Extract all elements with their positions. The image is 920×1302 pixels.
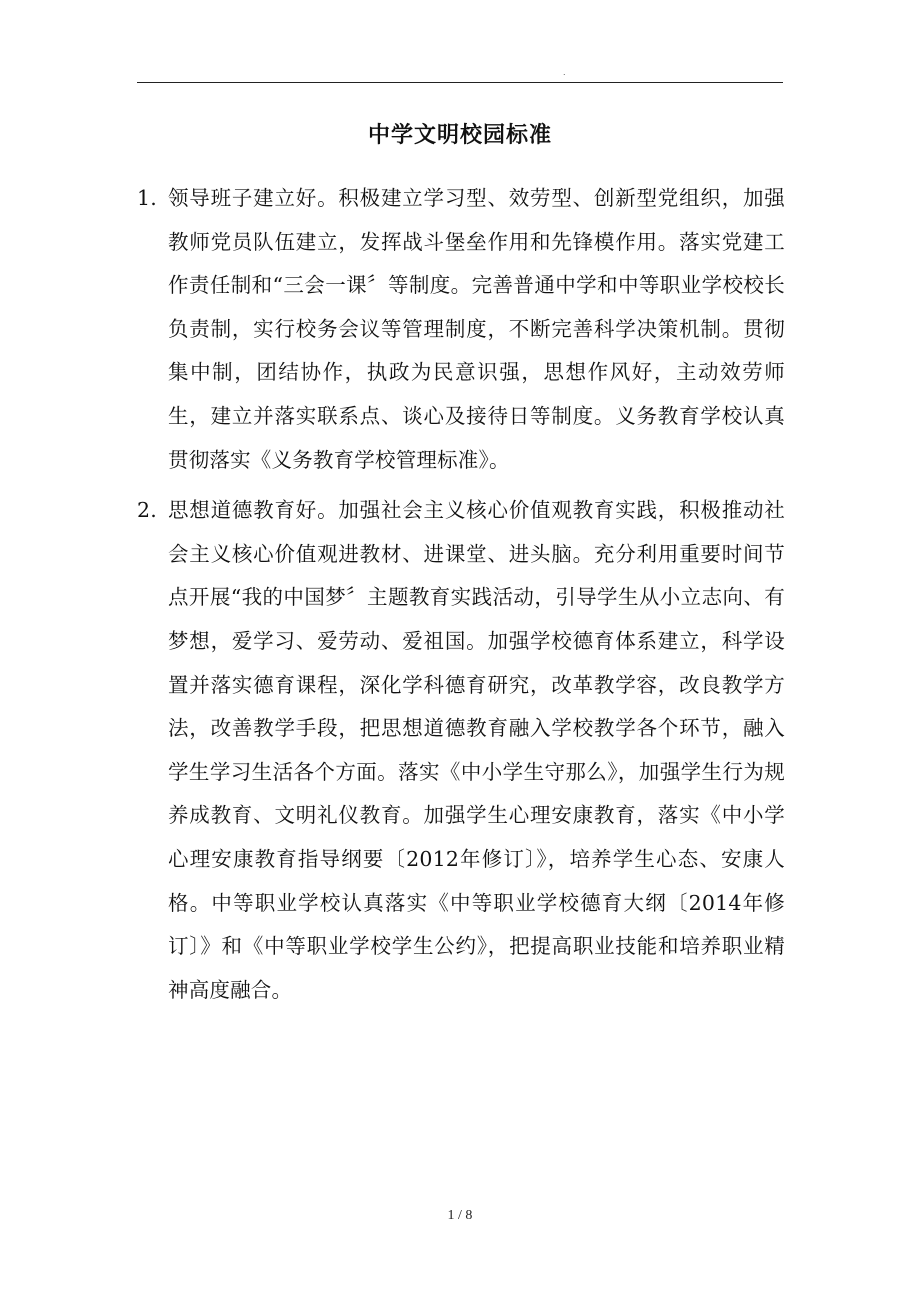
item-text: 领导班子建立好。积极建立学习型、效劳型、创新型党组织，加强教师党员队伍建立，发挥战斗堡垒作用和先锋模作用。落实党建工作责任制和“三会一课〞等制度。完善普通中学和中等职业学校校长负责制，实行校务会议等管理制度，不断完善科学决策机制。贯彻集中制，团结协作，执政为民意识强，思想作风好，主动效劳师生，建立并落实联系点、谈心及接待日等制度。义务教育学校认真贯彻落实《义务教育学校管理标准》。 [168,186,785,472]
document-body [137,177,785,1019]
page-number: 1 / 8 [447,1208,473,1223]
standard-item-1 [137,177,785,482]
standard-item-2 [137,489,785,1012]
header-rule [137,82,783,83]
item-text: 思想道德教育好。加强社会主义核心价值观教育实践，积极推动社会主义核心价值观进教材、进课堂、进头脑。充分利用重要时间节点开展“我的中国梦〞主题教育实践活动，引导学生从小立志向、有梦想，爱学习、爱劳动、爱祖国。加强学校德育体系建立，科学设置并落实德育课程，深化学科德育研究，改革教学容，改良教学方法，改善教学手段，把思想道德教育融入学校教学各个环节，融入学生学习生活各个方面。落实《中小学生守那么》，加强学生行为规养成教育、文明礼仪教育。加强学生心理安康教育，落实《中小学心理安康教育指导纲要〔2012年修订〕》，培养学生心态、安康人格。中等职业学校认真落实《中等职业学校德育大纲〔2014年修订〕》和《中等职业学校学生公约》，把提高职业技能和培养职业精神高度融合。 [168,498,785,1002]
item-number: 2. [137,498,157,523]
document-title: 中学文明校园标准 [367,123,552,148]
header-mark: . [563,67,566,77]
item-number: 1. [137,186,157,210]
